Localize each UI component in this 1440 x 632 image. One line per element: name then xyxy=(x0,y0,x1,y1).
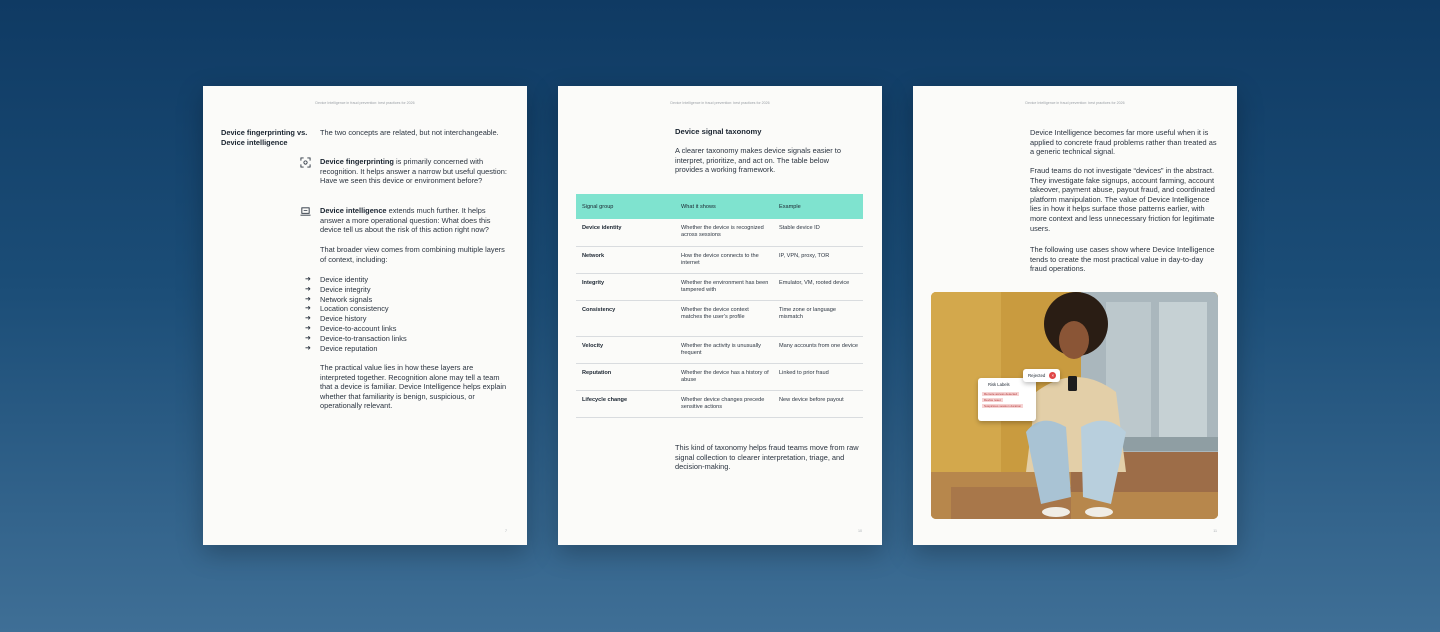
description-cell: Whether device changes precede sensitive actions xyxy=(675,390,773,417)
list-item: ➜ Device history xyxy=(305,314,367,324)
description-cell: Whether the activity is unusually frequent xyxy=(675,336,773,363)
broader-paragraph: That broader view comes from combining multiple layers of context, including: xyxy=(320,245,505,264)
running-head: Device Intelligence in fraud prevention: best practices for 2026 xyxy=(315,101,415,105)
table-row xyxy=(576,273,863,300)
side-heading: Device fingerprinting vs. Device intelligence xyxy=(221,128,308,147)
document-page-3 xyxy=(913,86,1237,545)
list-item: ➜ Device identity xyxy=(305,275,369,284)
running-head: Device Intelligence in fraud prevention: best practices for 2026 xyxy=(1025,101,1125,105)
fingerprinting-term: Device fingerprinting xyxy=(320,157,394,166)
signal-group-cell: Consistency xyxy=(576,300,675,336)
example-cell: New device before payout xyxy=(773,390,863,417)
list-item: ➜ Location consistency xyxy=(305,304,389,314)
arrow-right-icon: ➜ xyxy=(305,285,311,293)
close-icon: × xyxy=(1049,372,1056,379)
intelligence-term: Device intelligence xyxy=(320,206,387,215)
example-cell: Many accounts from one device xyxy=(773,336,863,363)
section-title: Device signal taxonomy xyxy=(675,127,762,136)
list-item: ➜ Device integrity xyxy=(305,284,371,294)
photo-illustration xyxy=(931,292,1218,519)
risk-labels-card xyxy=(978,378,1036,421)
arrow-right-icon: ➜ xyxy=(305,315,311,323)
example-cell: IP, VPN, proxy, TOR xyxy=(773,246,863,273)
risk-labels-title: Risk Labels xyxy=(988,382,1010,387)
closing-paragraph: The practical value lies in how these layers are interpreted together. Recognition alone may tell a team that a device is familiar. Device Intelligence helps explain whether that familiarity is benign, suspicious, or operationally relevant. xyxy=(320,363,507,411)
risk-tag: Suspicious session duration xyxy=(984,404,1022,408)
context-layer-list xyxy=(305,275,510,353)
table-row xyxy=(576,219,863,246)
table-row xyxy=(576,390,863,417)
list-item: ➜ Device-to-account links xyxy=(305,323,397,333)
arrow-right-icon: ➜ xyxy=(305,276,311,283)
page-number: 10 xyxy=(858,529,862,533)
example-cell: Linked to prior fraud xyxy=(773,363,863,390)
intro-paragraph: A clearer taxonomy makes device signals easier to interpret, prioritize, and act on. The table below provides a working framework. xyxy=(675,146,841,175)
paragraph-3: The following use cases show where Device Intelligence tends to create the most practical value in day-to-day fraud operations. xyxy=(1030,245,1215,274)
example-cell: Emulator, VM, rooted device xyxy=(773,273,863,300)
arrow-right-icon: ➜ xyxy=(305,305,311,313)
signal-group-cell: Device identity xyxy=(576,219,675,246)
signal-group-cell: Network xyxy=(576,246,675,273)
arrow-right-icon: ➜ xyxy=(305,295,311,303)
signal-group-cell: Integrity xyxy=(576,273,675,300)
table-row xyxy=(576,300,863,336)
paragraph-1: Device Intelligence becomes far more useful when it is applied to concrete fraud problems rather than treated as a generic technical signal. xyxy=(1030,128,1217,157)
table-row xyxy=(576,336,863,363)
scan-icon xyxy=(300,157,311,168)
description-cell: How the device connects to the internet xyxy=(675,246,773,273)
description-cell: Whether the device context matches the user's profile xyxy=(675,300,773,336)
column-header: What it shows xyxy=(675,194,773,219)
example-cell: Stable device ID xyxy=(773,219,863,246)
paragraph-2: Fraud teams do not investigate “devices” in the abstract. They investigate fake signups, account farming, account takeover, payment abuse, payout fraud, and coordinated platform manipulation. The value of Device Intelligence lies in how it helps surface those patterns earlier, with more context and less unnecessary friction for legitimate users. xyxy=(1030,166,1215,233)
document-page-2 xyxy=(558,86,882,545)
list-item: ➜ Device reputation xyxy=(305,343,378,353)
fingerprinting-text: is primarily concerned with recognition. It helps answer a narrow but useful question: Have we seen this device or environment before? xyxy=(320,157,507,186)
signal-group-cell: Reputation xyxy=(576,363,675,390)
signal-group-cell: Lifecycle change xyxy=(576,390,675,417)
risk-tag: Remote access detected xyxy=(984,392,1018,396)
laptop-icon xyxy=(300,206,311,217)
risk-tag: Device reset xyxy=(984,398,1001,402)
list-item: ➜ Device-to-transaction links xyxy=(305,333,407,343)
description-cell: Whether the environment has been tampered with xyxy=(675,273,773,300)
arrow-right-icon: ➜ xyxy=(305,324,311,332)
description-cell: Whether the device has a history of abuse xyxy=(675,363,773,390)
arrow-right-icon: ➜ xyxy=(305,344,311,352)
status-label: Rejected xyxy=(1028,373,1046,378)
signal-group-cell: Velocity xyxy=(576,336,675,363)
rejected-status-chip xyxy=(1023,369,1060,382)
page-number: 7 xyxy=(505,529,507,533)
description-cell: Whether the device is recognized across sessions xyxy=(675,219,773,246)
arrow-right-icon: ➜ xyxy=(305,334,311,342)
list-item: ➜ Network signals xyxy=(305,294,373,304)
page-number: 11 xyxy=(1213,529,1217,533)
table-row xyxy=(576,246,863,273)
running-head: Device Intelligence in fraud prevention: best practices for 2026 xyxy=(670,101,770,105)
fingerprinting-paragraph xyxy=(320,157,508,186)
signal-taxonomy-table xyxy=(576,194,863,418)
woman-with-phone-photo xyxy=(931,292,1218,519)
column-header: Example xyxy=(773,194,863,219)
document-page-1 xyxy=(203,86,527,545)
intro-paragraph: The two concepts are related, but not interchangeable. xyxy=(320,128,499,137)
column-header: Signal group xyxy=(576,194,675,219)
intelligence-paragraph xyxy=(320,206,508,235)
intelligence-text: extends much further. It helps answer a more operational question: What does this device tell us about the risk of this action right now? xyxy=(320,206,491,235)
table-header-row xyxy=(576,194,863,219)
outro-paragraph: This kind of taxonomy helps fraud teams move from raw signal collection to clearer interpretation, triage, and decision-making. xyxy=(675,443,859,472)
table-row xyxy=(576,363,863,390)
example-cell: Time zone or language mismatch xyxy=(773,300,863,336)
